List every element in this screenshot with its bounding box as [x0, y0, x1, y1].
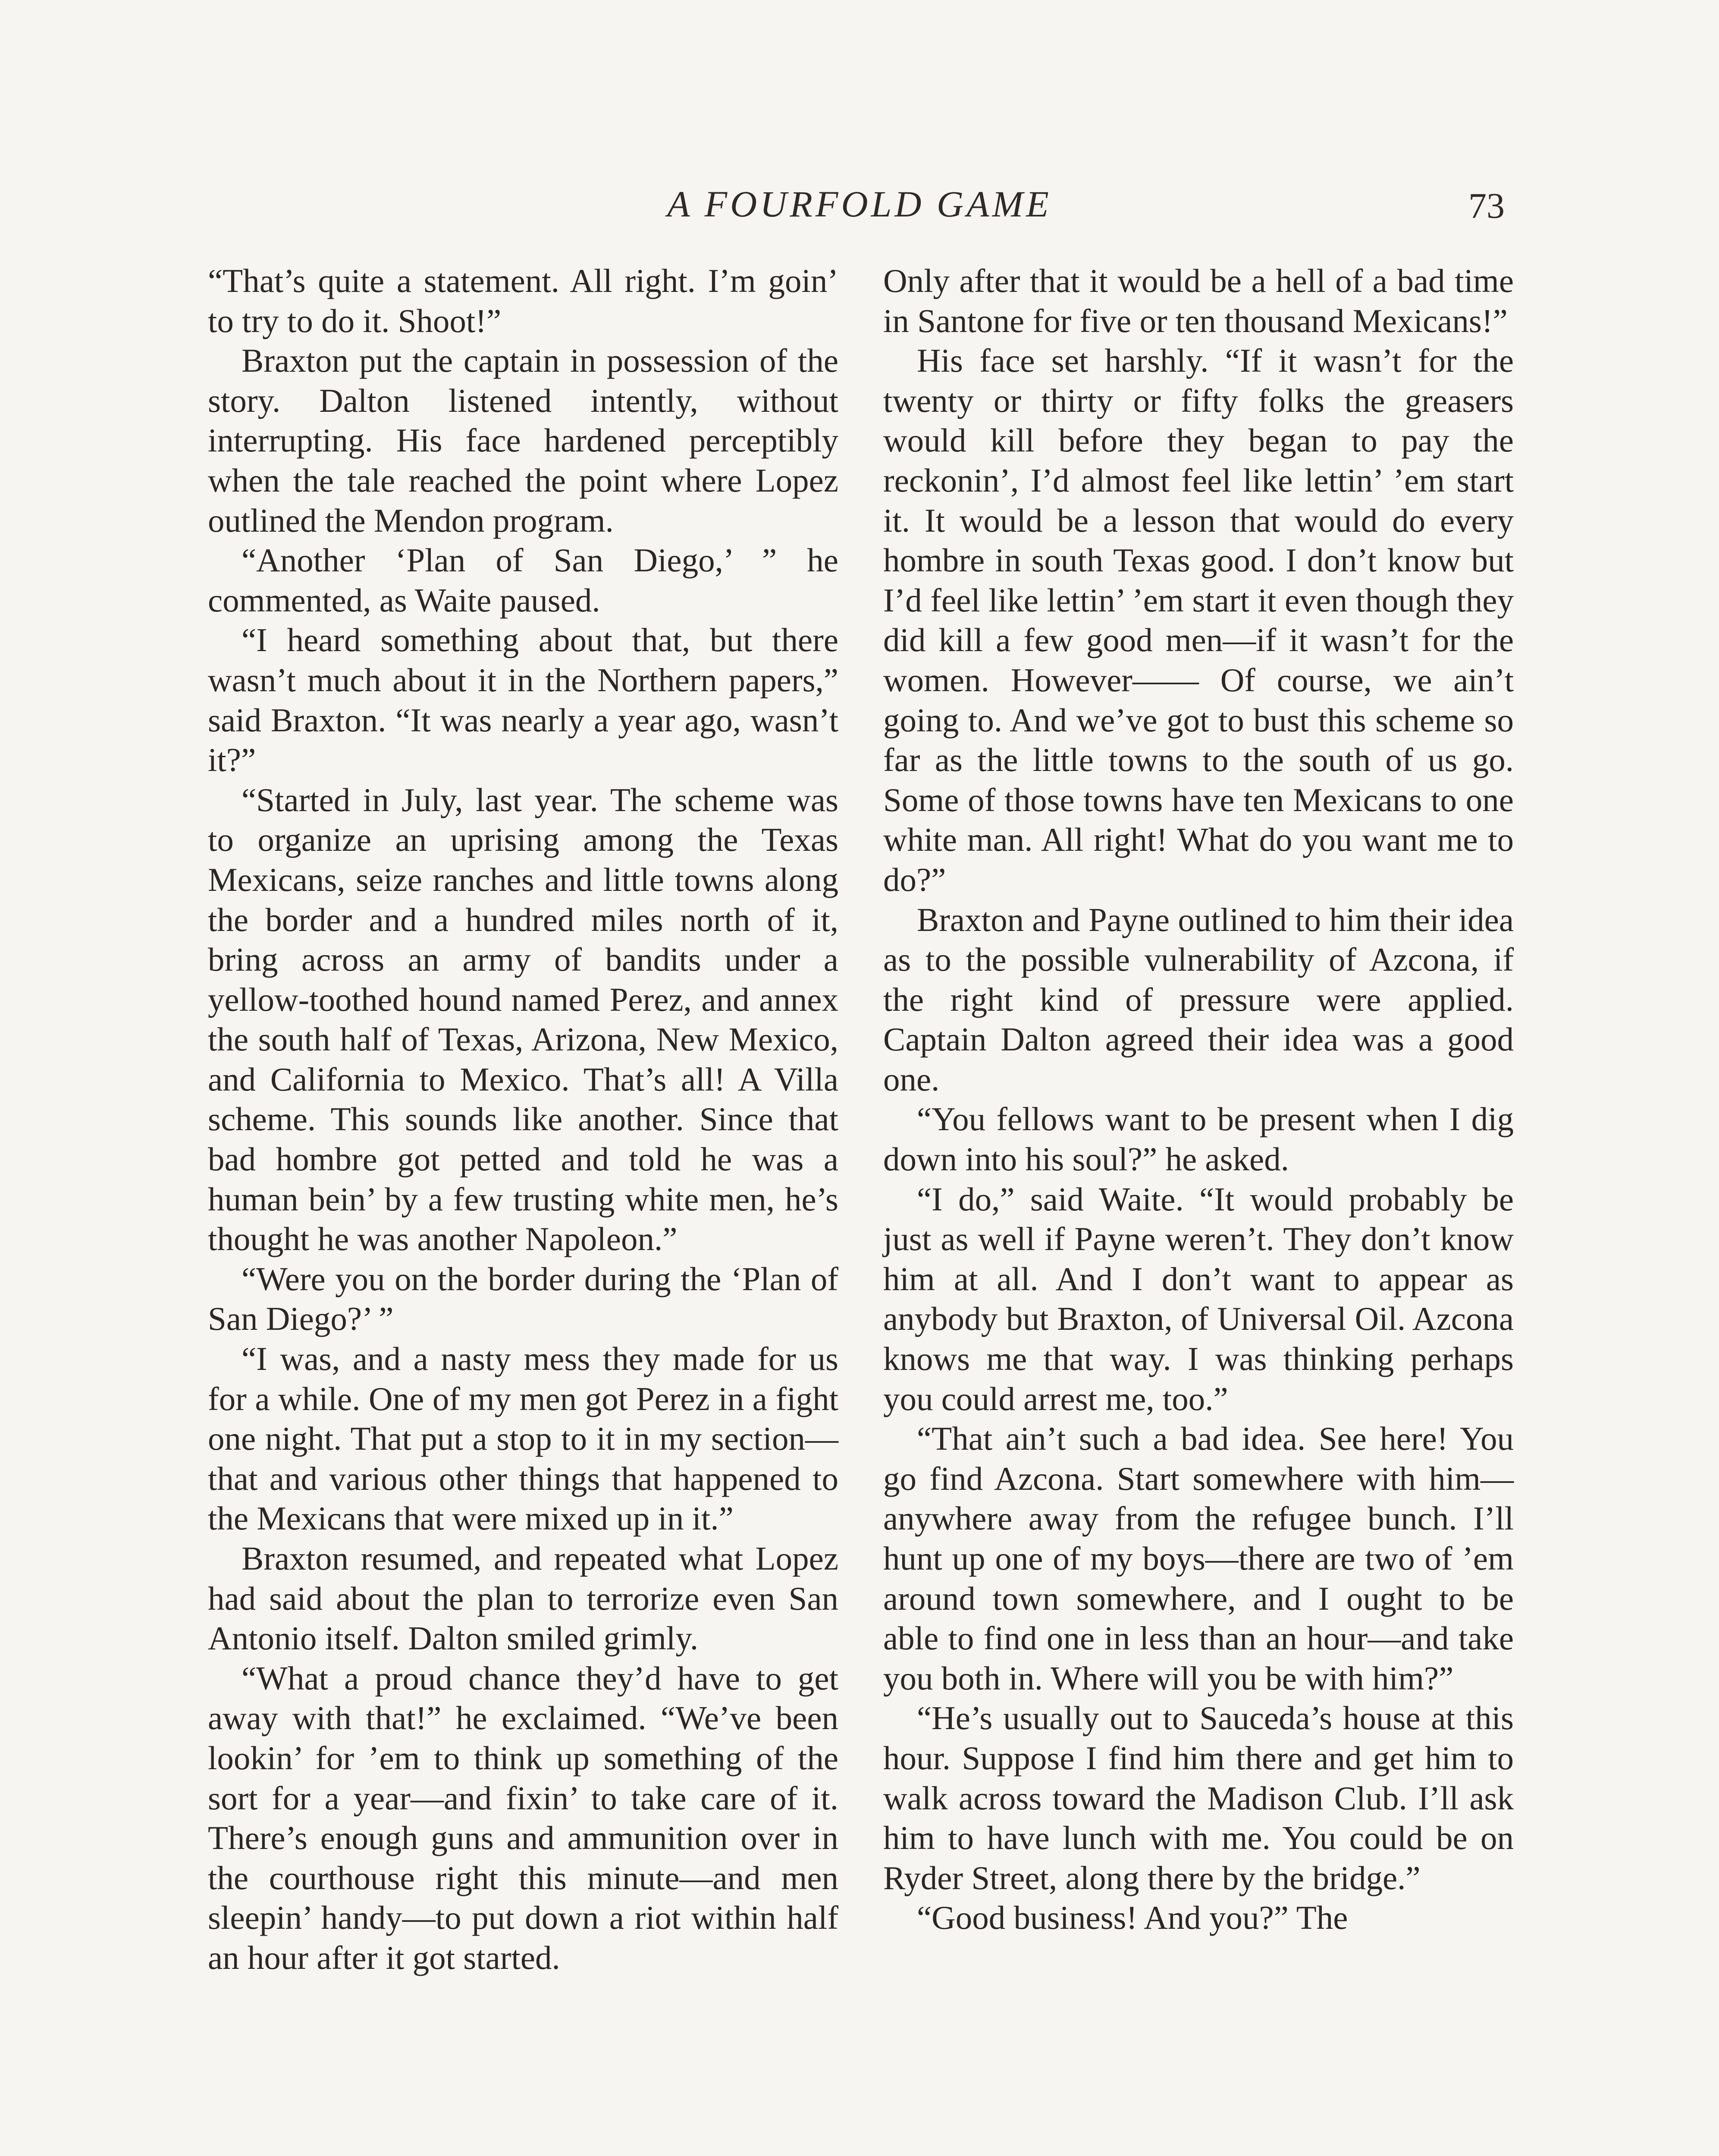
paragraph: “I heard something about that, but there wasn’t much about it in the Northern papers,” said Braxton. “It was nearly a year ago, wasn’t it?”	[208, 621, 838, 779]
left-column	[208, 261, 838, 1978]
paragraph: “I do,” said Waite. “It would probably be just as well if Payne weren’t. They don’t know him at all. And I don’t want to appear as anybody but Braxton, of Universal Oil. Azcona knows me that way. I was thinking perhaps you could arrest me, too.”	[883, 1180, 1514, 1417]
paragraph: Braxton resumed, and repeated what Lopez had said about the plan to terrorize even San Antonio itself. Dalton smiled grimly.	[208, 1540, 838, 1657]
right-column	[883, 261, 1514, 1938]
paragraph: “Started in July, last year. The scheme was to organize an uprising among the Texas Mexicans, seize ranches and little towns along the border and a hundred miles north of it, bring across an army of bandits under a yellow-toothed hound named Perez, and annex the south half of Texas, Arizona, New Mexico, and California to Mexico. That’s all! A Villa scheme. This sounds like another. Since that bad hombre got petted and told he was a human bein’ by a few trusting white men, he’s thought he was another Napoleon.”	[208, 781, 838, 1258]
running-header	[0, 180, 1719, 228]
paragraph: “You fellows want to be present when I dig down into his soul?” he asked.	[883, 1100, 1514, 1178]
paragraph: “Good business! And you?” The	[917, 1899, 1348, 1937]
paragraph: Braxton put the captain in possession of the story. Dalton listened intently, without interrupting. His face hardened perceptibly when the tale reached the point where Lopez outlined the Mendon program.	[208, 342, 838, 539]
paragraph: “Were you on the border during the ‘Plan of San Diego?’ ”	[208, 1260, 838, 1338]
paragraph: “That’s quite a statement. All right. I’m goin’ to try to do it. Shoot!”	[208, 262, 838, 339]
running-title: A FOURFOLD GAME	[667, 183, 1052, 225]
paragraph: “He’s usually out to Sauceda’s house at this hour. Suppose I find him there and get him to walk across toward the Madison Club. I’ll ask him to have lunch with me. You could be on Ryder Street, along there by the bridge.”	[883, 1699, 1514, 1896]
paragraph: Only after that it would be a hell of a bad time in Santone for five or ten thousand Mexicans!”	[883, 262, 1514, 339]
paragraph: “Another ‘Plan of San Diego,’ ” he commented, as Waite paused.	[208, 542, 838, 619]
paragraph: His face set harshly. “If it wasn’t for the twenty or thirty or fifty folks the greasers would kill before they began to pay the reckonin’, I’d almost feel like lettin’ ’em start it. It would be a lesson that would do every hombre in south Texas good. I don’t know but I’d feel like lettin’ ’em start it even though they did kill a few good men—if it wasn’t for the women. However—— Of course, we ain’t going to. And we’ve got to bust this scheme so far as the little towns to the south of us go. Some of those towns have ten Mexicans to one white man. All right! What do you want me to do?”	[883, 342, 1514, 898]
paragraph: Braxton and Payne outlined to him their idea as to the possible vulnerability of Azcona, if the right kind of pressure were applied. Captain Dalton agreed their idea was a good one.	[883, 901, 1514, 1098]
paragraph: “What a proud chance they’d have to get away with that!” he exclaimed. “We’ve been lookin’ for ’em to think up something of the sort for a year—and fixin’ to take care of it. There’s enough guns and ammunition over in the courthouse right this minute—and men sleepin’ handy—to put down a riot within half an hour after it got started.	[208, 1659, 838, 1976]
paragraph: “That ain’t such a bad idea. See here! You go find Azcona. Start somewhere with him—anywhere away from the refugee bunch. I’ll hunt up one of my boys—there are two of ’em around town somewhere, and I ought to be able to find one in less than an hour—and take you both in. Where will you be with him?”	[883, 1420, 1514, 1697]
paragraph: “I was, and a nasty mess they made for us for a while. One of my men got Perez in a fight one night. That put a stop to it in my section—that and various other things that happened to the Mexicans that were mixed up in it.”	[208, 1340, 838, 1537]
page-number: 73	[1468, 186, 1505, 226]
